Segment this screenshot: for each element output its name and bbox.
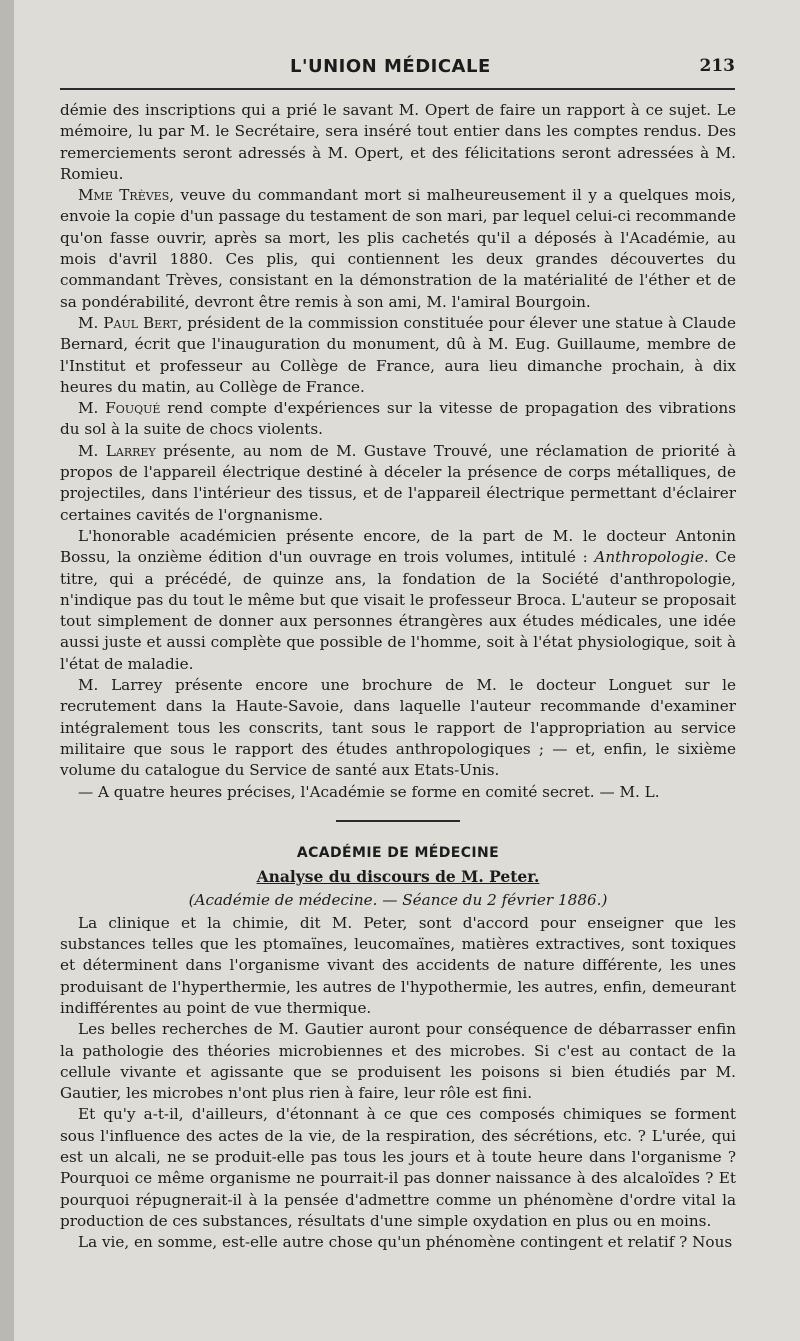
paragraph [60, 313, 736, 398]
paragraph: Et qu'y a-t-il, d'ailleurs, d'étonnant à ce que ces composés chimiques se forment sous l'influence des actes de la vie, de la respiration, des sécrétions, etc. ? L'urée, qui est un alcali, ne se produit-elle pas tous les jours et à toute heure dans l'organisme ? Pourquoi ce même organisme ne pourrait-il pas donner naissance à des alcaloïdes ? Et pourquoi répugnerait-il à la pensée d'admettre comme un phénomène d'ordre vital la production de ces substances, résultats d'une simple oxydation en plus ou en moins. [60, 1105, 736, 1230]
paragraph [60, 526, 736, 675]
section-separator [336, 820, 460, 822]
speaker-name: M. Fouqué [78, 399, 161, 418]
book-title: Anthropologie [594, 548, 704, 567]
paragraph-text: , président de la commission constituée pour élever une statue à Claude Bernard, écrit que l'inauguration du monument, dû à M. Eug. Guillaume, membre de l'Institut et professeur au Collège de France, aura lieu dimanche prochain, à dix heures du matin, au Collège de France. [60, 313, 736, 396]
article-source: (Académie de médecine. — Séance du 2 février 1886.) [188, 890, 608, 909]
paragraph-text: . Ce titre, qui a précédé, de quinze ans, la fondation de la Société d'anthropologie, n'indique pas du tout le même but que visait le professeur Broca. L'auteur se proposait tout simplement de donner aux personnes étrangères aux études médicales, une idée aussi juste et aussi complète que possible de l'homme, soit à l'état physiologique, soit à l'état de maladie. [60, 548, 737, 673]
paragraph: La clinique et la chimie, dit M. Peter, sont d'accord pour enseigner que les substances telles que les ptomaïnes, leucomaïnes, matières extractives, sont toxiques et déterminent dans l'organisme vivant des accidents de nature différente, les unes produisant de l'hyperthermie, les autres de l'hypothermie, les autres, enfin, demeurant indifférentes au point de vue thermique. [60, 913, 736, 1017]
paragraph-text: présente, au nom de M. Gustave Trouvé, une réclamation de priorité à propos de l'appareil électrique destiné à déceler la présence de corps métalliques, de projectiles, dans l'intérieur des tissus, et de l'appareil électrique permettant d'éclairer certaines cavités de l'orgnanisme. [60, 441, 737, 524]
body-text [60, 100, 736, 1254]
header-rule [60, 88, 735, 90]
speaker-name: M. Paul Bert [78, 313, 178, 332]
paragraph [60, 441, 736, 526]
paragraph-text: L'honorable académicien présente encore, de la part de M. le docteur Antonin Bossu, la onzième édition d'un ouvrage en trois volumes, intitulé : [60, 526, 736, 567]
page-number: 213 [699, 56, 735, 76]
paragraph: La vie, en somme, est-elle autre chose qu'un phénomène contingent et relatif ? Nous [78, 1233, 733, 1252]
paragraph-text: rend compte d'expériences sur la vitesse de propagation des vibrations du sol à la suite de chocs violents. [60, 399, 737, 439]
paragraph [60, 185, 736, 313]
paragraph: — A quatre heures précises, l'Académie se forme en comité secret. — M. L. [78, 782, 660, 801]
paragraph: Les belles recherches de M. Gautier auront pour conséquence de débarrasser enfin la pathologie des théories microbiennes et des microbes. Si c'est au contact de la cellule vivante et agissante que se produisent les poisons si bien étudiés par M. Gautier, les microbes n'ont plus rien à faire, leur rôle est fini. [60, 1020, 736, 1103]
paragraph-text: , veuve du commandant mort si malheureusement il y a quelques mois, envoie la copie d'un passage du testament de son mari, par lequel celui-ci recommande qu'on fasse ouvrir, après sa mort, les plis cachetés qu'il a déposés à l'Académie, au mois d'avril 1880. Ces plis, qui contiennent les deux grandes découvertes du commandant Trèves, consistant en la démonstration de la matérialité de l'éther et de sa pondérabilité, devront être remis à son ami, M. l'amiral Bourgoin. [60, 186, 737, 311]
article-title-text: Analyse du discours de M. Peter. [256, 866, 540, 886]
article-title [60, 866, 736, 888]
page-edge [0, 0, 14, 1341]
paragraph: M. Larrey présente encore une brochure de M. le docteur Longuet sur le recrutement dans la Haute-Savoie, dans laquelle l'auteur recommande d'examiner intégralement tous les conscrits, tant sous le rapport de l'appropriation au service militaire que sous le rapport des études anthropologiques ; — et, enfin, le sixième volume du catalogue du Service de santé aux Etats-Unis. [60, 676, 736, 780]
page-header [60, 56, 735, 82]
paragraph: démie des inscriptions qui a prié le savant M. Opert de faire un rapport à ce sujet. Le mémoire, lu par M. le Secrétaire, sera inséré tout entier dans les comptes rendus. Des remerciements seront adressés à M. Opert, et des félicitations seront adressées à M. Romieu. [60, 101, 736, 183]
speaker-name: M. Larrey [78, 441, 156, 460]
paragraph [60, 398, 736, 441]
section-heading: ACADÉMIE DE MÉDECINE [296, 844, 500, 861]
running-title: L'UNION MÉDICALE [290, 56, 491, 77]
speaker-name: Mme Trèves [78, 186, 170, 205]
